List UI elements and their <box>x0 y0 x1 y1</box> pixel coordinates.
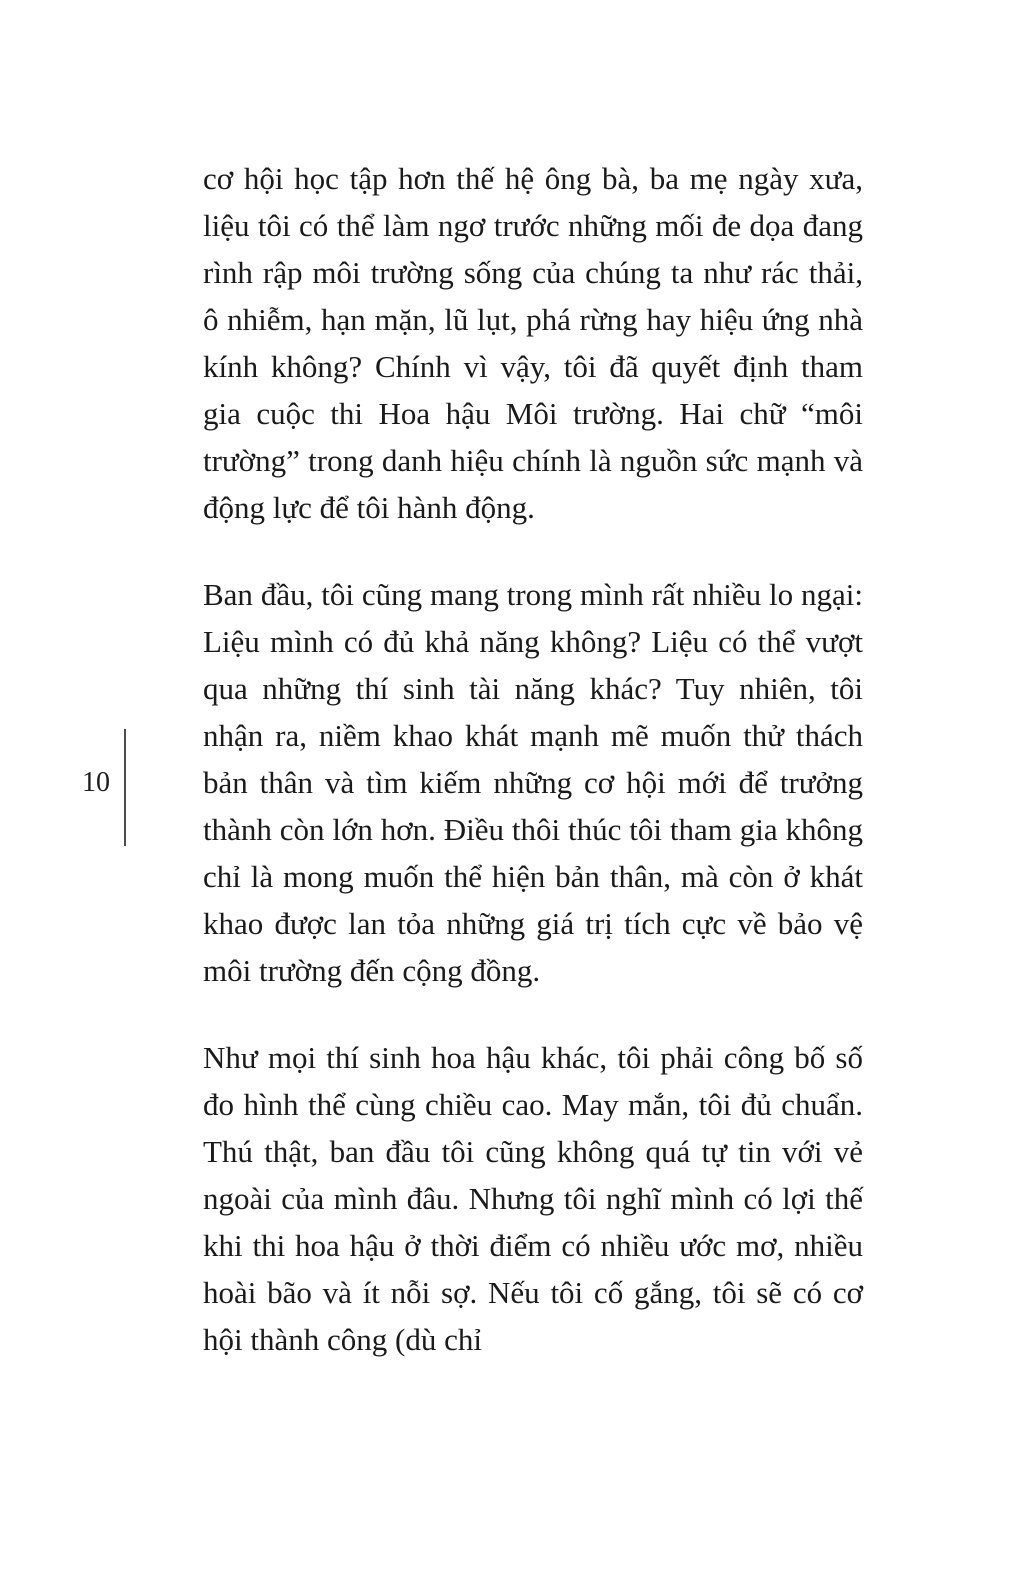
page-number: 10 <box>82 767 110 798</box>
paragraph: Ban đầu, tôi cũng mang trong mình rất nhiều lo ngại: Liệu mình có đủ khả năng không? Liệu có thể vượt qua những thí sinh tài năng khác? Tuy nhiên, tôi nhận ra, niềm khao khát mạnh mẽ muốn thử thách bản thân và tìm kiếm những cơ hội mới để trưởng thành còn lớn hơn. Điều thôi thúc tôi tham gia không chỉ là mong muốn thể hiện bản thân, mà còn ở khát khao được lan tỏa những giá trị tích cực về bảo vệ môi trường đến cộng đồng. <box>203 577 863 988</box>
paragraph: cơ hội học tập hơn thế hệ ông bà, ba mẹ ngày xưa, liệu tôi có thể làm ngơ trước những mối đe dọa đang rình rập môi trường sống của chúng ta như rác thải, ô nhiễm, hạn mặn, lũ lụt, phá rừng hay hiệu ứng nhà kính không? Chính vì vậy, tôi đã quyết định tham gia cuộc thi Hoa hậu Môi trường. Hai chữ “môi trường” trong danh hiệu chính là nguồn sức mạnh và động lực để tôi hành động. <box>203 161 863 525</box>
page-number-rule <box>124 729 126 846</box>
body-text <box>203 155 863 1363</box>
paragraph: Như mọi thí sinh hoa hậu khác, tôi phải công bố số đo hình thể cùng chiều cao. May mắn, tôi đủ chuẩn. Thú thật, ban đầu tôi cũng không quá tự tin với vẻ ngoài của mình đâu. Nhưng tôi nghĩ mình có lợi thế khi thi hoa hậu ở thời điểm có nhiều ước mơ, nhiều hoài bão và ít nỗi sợ. Nếu tôi cố gắng, tôi sẽ có cơ hội thành công (dù chỉ <box>203 1040 863 1357</box>
